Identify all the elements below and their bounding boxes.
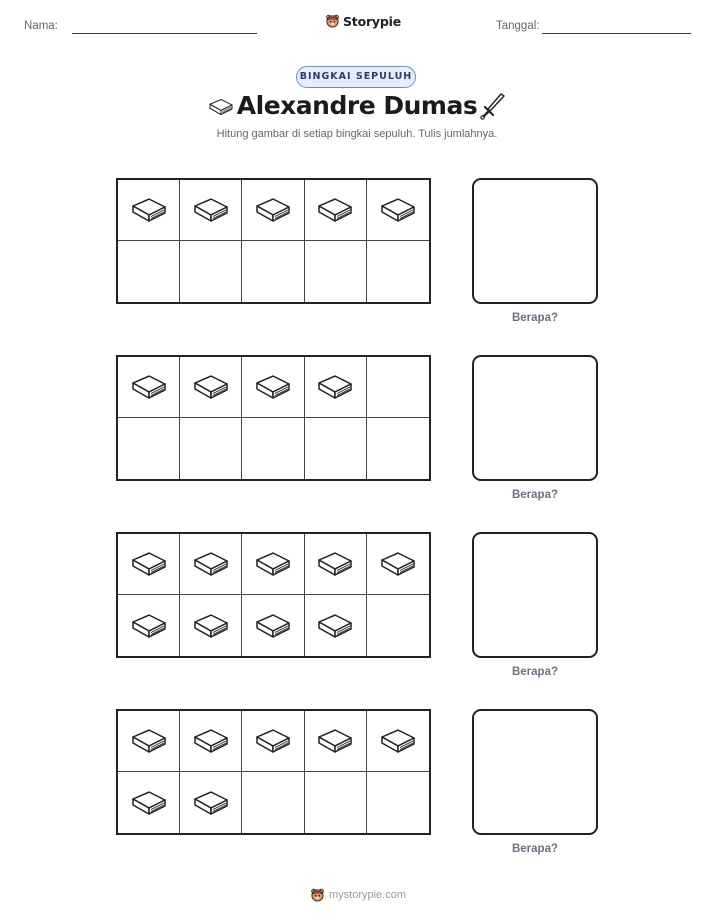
book-icon [315,610,355,642]
frame-cell [180,534,242,595]
page-title: Alexandre Dumas [236,91,478,120]
frame-cell [305,357,367,418]
frame-cell [305,180,367,241]
frame-cell [180,357,242,418]
frame-cell [367,241,429,302]
mascot-icon [325,13,340,29]
book-icon [253,194,293,226]
frame-cell [118,418,180,479]
book-icon [191,548,231,580]
frame-cell [118,180,180,241]
book-icon [129,610,169,642]
frame-cell [367,534,429,595]
frame-cell [242,241,304,302]
frame-cell [305,772,367,833]
footer [310,887,406,903]
frame-cell [180,241,242,302]
frame-cell [180,180,242,241]
frame-cell [305,241,367,302]
book-icon [315,371,355,403]
frame-cell [242,357,304,418]
answer-box-1[interactable] [472,178,598,304]
book-icon [129,194,169,226]
frame-cell [180,595,242,656]
name-label: Nama: [24,20,58,32]
ten-frame-2 [116,355,431,481]
ten-frame-1 [116,178,431,304]
ten-frame-4 [116,709,431,835]
book-icon [378,548,418,580]
frame-cell [367,772,429,833]
frame-cell [305,418,367,479]
answer-prompt-2: Berapa? [511,489,559,501]
book-icon [129,548,169,580]
frame-cell [242,418,304,479]
mascot-icon [310,887,325,903]
answer-box-3[interactable] [472,532,598,658]
frame-cell [118,534,180,595]
answer-prompt-1: Berapa? [511,312,559,324]
book-icon [253,548,293,580]
sword-icon [479,91,507,121]
frame-cell [242,595,304,656]
ten-frame-3 [116,532,431,658]
frame-cell [367,357,429,418]
frame-cell [118,241,180,302]
book-icon [129,725,169,757]
frame-cell [180,772,242,833]
frame-cell [367,711,429,772]
answer-box-2[interactable] [472,355,598,481]
book-icon [191,610,231,642]
frame-cell [305,534,367,595]
book-icon [129,371,169,403]
frame-cell [305,595,367,656]
frame-cell [242,180,304,241]
book-icon [253,725,293,757]
answer-prompt-4: Berapa? [511,843,559,855]
frame-cell [242,711,304,772]
frame-cell [305,711,367,772]
frame-cell [118,357,180,418]
answer-box-4[interactable] [472,709,598,835]
frame-cell [242,772,304,833]
book-icon [191,371,231,403]
frame-cell [118,772,180,833]
answer-prompt-3: Berapa? [511,666,559,678]
frame-cell [367,595,429,656]
book-icon [378,725,418,757]
book-icon [315,194,355,226]
frame-cell [118,711,180,772]
frame-cell [118,595,180,656]
frame-cell [367,180,429,241]
frame-cell [180,711,242,772]
book-icon [129,787,169,819]
frame-cell [180,418,242,479]
footer-url: mystorypie.com [329,889,407,901]
book-icon [191,725,231,757]
book-icon [378,194,418,226]
book-icon [253,371,293,403]
frame-cell [242,534,304,595]
book-icon [315,548,355,580]
worksheet-type-badge: BINGKAI SEPULUH [296,66,416,88]
book-icon [191,194,231,226]
name-field[interactable] [72,33,257,34]
book-icon [253,610,293,642]
date-label: Tanggal: [496,20,540,32]
instructions: Hitung gambar di setiap bingkai sepuluh. Tulis jumlahnya. [216,128,498,140]
date-field[interactable] [542,33,691,34]
book-icon [191,787,231,819]
logo-text: Storypie [343,13,401,29]
book-icon [315,725,355,757]
frame-cell [367,418,429,479]
storypie-logo [325,13,401,29]
